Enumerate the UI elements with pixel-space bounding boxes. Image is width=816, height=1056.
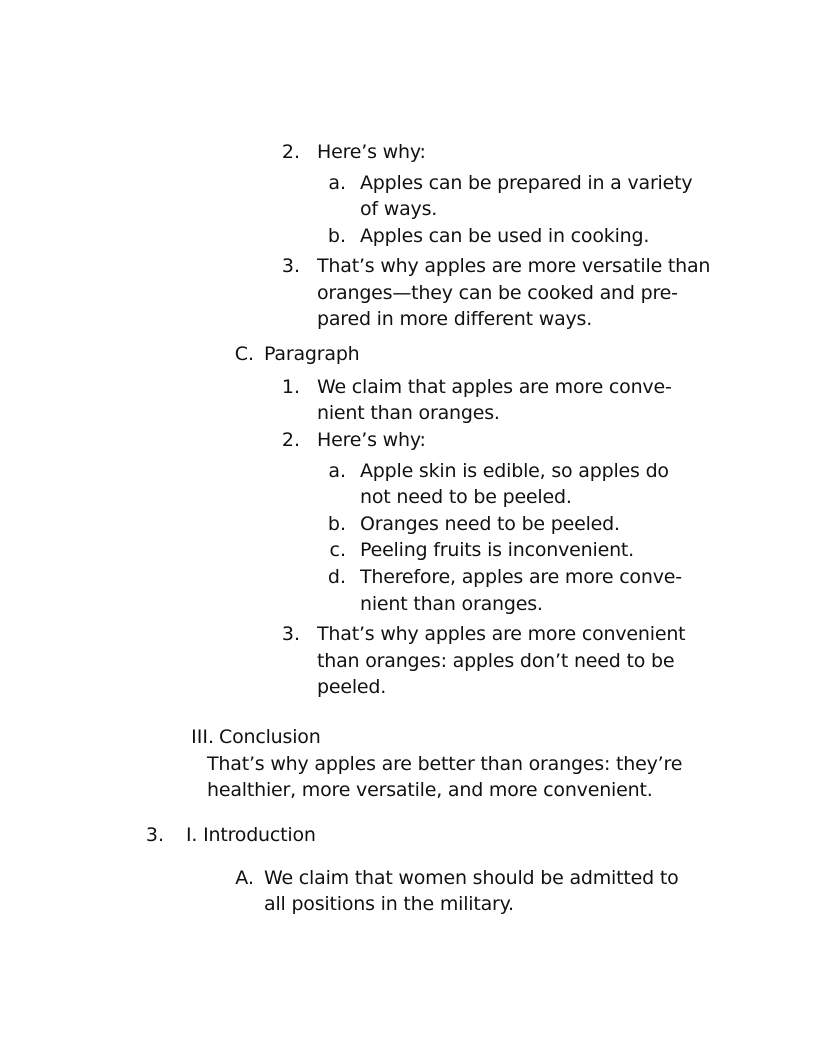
- list-marker: C.: [234, 343, 254, 365]
- list-item-text: Here’s why:: [317, 429, 426, 451]
- section-heading: Paragraph: [264, 343, 360, 365]
- list-item-text: nient than oranges.: [317, 402, 500, 424]
- list-item-text: than oranges: apples don’t need to be: [317, 650, 675, 672]
- list-item-text: of ways.: [360, 198, 438, 220]
- list-item-text: We claim that women should be admitted to: [264, 867, 679, 889]
- list-item-text: nient than oranges.: [360, 593, 543, 615]
- list-item-text: Oranges need to be peeled.: [360, 513, 620, 535]
- list-marker: A.: [235, 867, 254, 889]
- list-marker: b.: [327, 225, 346, 247]
- list-item-text: We claim that apples are more conve-: [317, 376, 672, 398]
- list-item-text: Apples can be prepared in a variety: [360, 172, 693, 194]
- list-item-text: Apple skin is edible, so apples do: [360, 460, 669, 482]
- list-marker: 3.: [145, 824, 164, 846]
- list-marker: 2.: [281, 429, 300, 451]
- list-marker: c.: [329, 539, 346, 561]
- list-marker: 3.: [281, 623, 300, 645]
- section-heading: Conclusion: [219, 726, 321, 748]
- list-item-text: Peeling fruits is inconvenient.: [360, 539, 634, 561]
- paragraph-text: That’s why apples are better than oranges: they’re: [207, 753, 683, 775]
- list-item-text: That’s why apples are more convenient: [317, 623, 686, 645]
- section-heading: I. Introduction: [186, 824, 316, 846]
- list-marker: 2.: [281, 141, 300, 163]
- list-item-text: oranges—they can be cooked and pre-: [317, 282, 678, 304]
- list-item-text: Apples can be used in cooking.: [360, 225, 650, 247]
- list-marker: a.: [328, 172, 346, 194]
- list-marker: 1.: [281, 376, 300, 398]
- list-item-text: That’s why apples are more versatile than: [317, 255, 711, 277]
- paragraph-text: healthier, more versatile, and more convenient.: [207, 779, 653, 801]
- list-item-text: all positions in the military.: [264, 893, 514, 915]
- list-item-text: Here’s why:: [317, 141, 426, 163]
- list-marker: b.: [327, 513, 346, 535]
- list-marker: d.: [327, 566, 346, 588]
- list-marker: a.: [328, 460, 346, 482]
- list-marker: III.: [191, 726, 214, 748]
- list-item-text: Therefore, apples are more conve-: [360, 566, 682, 588]
- list-item-text: pared in more different ways.: [317, 308, 593, 330]
- list-item-text: peeled.: [317, 676, 387, 698]
- list-item-text: not need to be peeled.: [360, 486, 572, 508]
- list-marker: 3.: [281, 255, 300, 277]
